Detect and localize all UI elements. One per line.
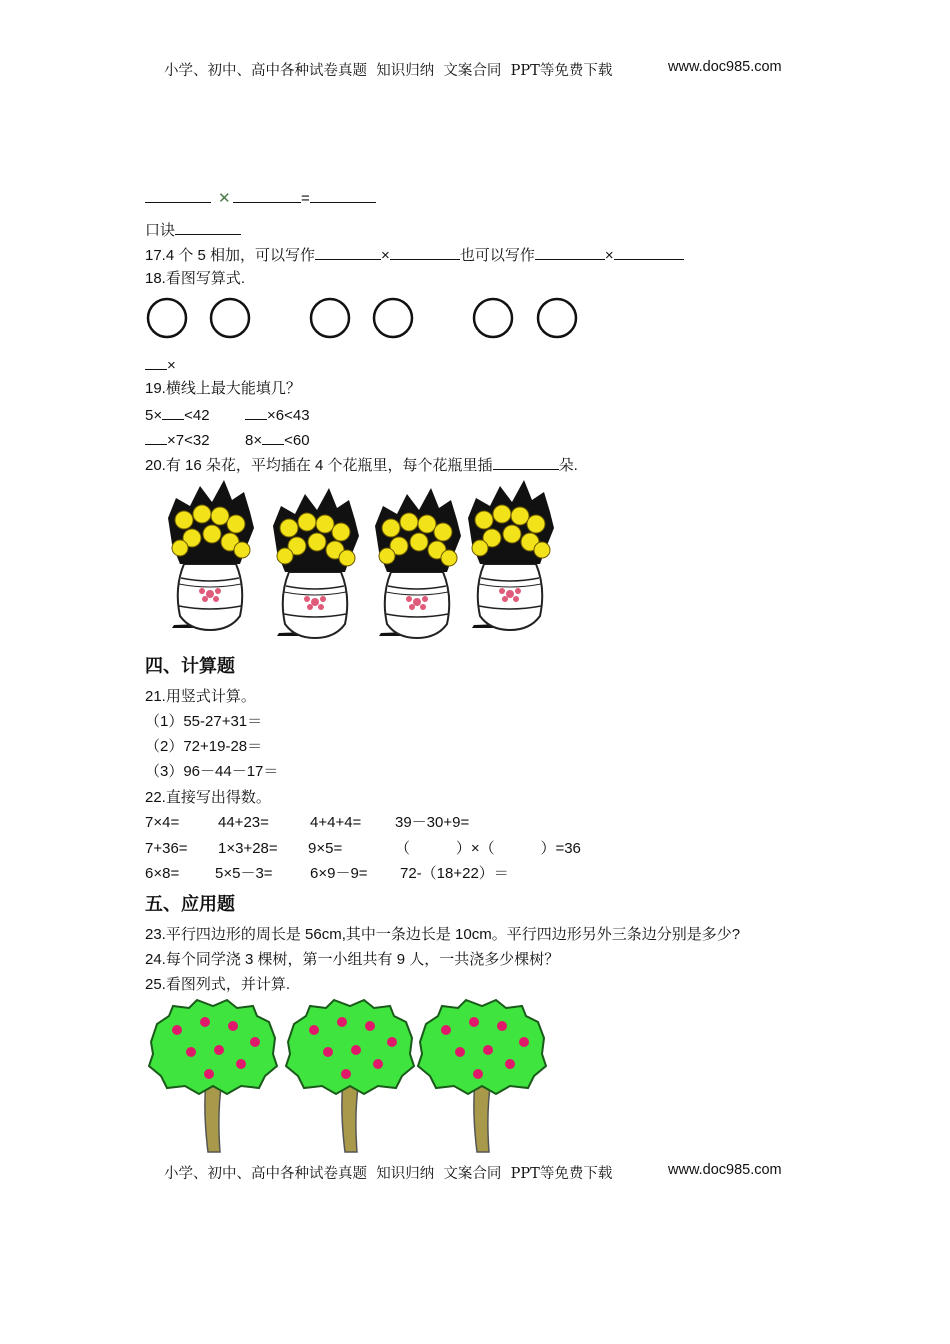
vase-icon (468, 480, 554, 630)
tree-icon (418, 1000, 546, 1152)
q21-item-1: （1）55-27+31＝ (145, 713, 263, 730)
q17-text-2: 也可以写作 (459, 247, 535, 264)
q19-e3-post: ×7<32 (167, 432, 210, 449)
q19-expr-4 (245, 430, 310, 450)
vase-icon (168, 480, 254, 630)
q17-question (145, 245, 684, 265)
q22-r2c1: 7+36= (145, 840, 188, 857)
vase-icon (273, 488, 359, 638)
q18-times: × (167, 357, 176, 374)
q19-expr-1 (145, 405, 210, 425)
q20-text-pre: 20.有 16 朵花，平均插在 4 个花瓶里，每个花瓶里插 (145, 457, 493, 474)
q16-eq-sign: = (301, 190, 310, 207)
circle-icon (374, 299, 412, 337)
q20-question (145, 455, 578, 475)
q19-expr-2 (245, 405, 310, 425)
q22-r1c4: 39－30+9= (395, 814, 470, 831)
q16-blank-2[interactable] (233, 188, 301, 203)
section-4-title: 四、计算题 (145, 656, 235, 676)
q19-e1-post: <42 (184, 407, 210, 424)
footer-site: www.doc985.com (668, 1162, 782, 1178)
q19-blank-2[interactable] (245, 405, 267, 420)
flower-vases-figure (145, 478, 570, 646)
q19-e4-post: <60 (284, 432, 310, 449)
q20-text-post: 朵. (558, 457, 578, 474)
q19-e1-pre: 5× (145, 407, 163, 424)
q19-blank-3[interactable] (145, 430, 167, 445)
q16-koujue-blank[interactable] (175, 220, 241, 235)
q19-blank-4[interactable] (262, 430, 284, 445)
q22-r3c1: 6×8= (145, 865, 180, 882)
q22-r2c3: 9×5= (308, 840, 343, 857)
q22-r2c2: 1×3+28= (218, 840, 278, 857)
q19-e2-post: ×6<43 (267, 407, 310, 424)
q16-blank-3[interactable] (310, 188, 376, 203)
trees-figure (145, 998, 555, 1156)
q21-item-2: （2）72+19-28＝ (145, 738, 263, 755)
q25-title: 25.看图列式，并计算. (145, 976, 291, 993)
section-5-title: 五、应用题 (145, 894, 235, 914)
q16-equation (145, 188, 376, 208)
q20-blank[interactable] (493, 455, 559, 470)
vase-icon (375, 488, 461, 638)
q17-blank-2[interactable] (390, 245, 460, 260)
q18-blank[interactable] (145, 355, 167, 370)
q22-title: 22.直接写出得数。 (145, 789, 271, 806)
q21-item-3: （3）96－44－17＝ (145, 763, 279, 780)
q22-r1c2: 44+23= (218, 814, 269, 831)
q23-text: 23.平行四边形的周长是 56cm,其中一条边长是 10cm。平行四边形另外三条边分别是多少? (145, 926, 741, 943)
q16-koujue-label: 口诀 (145, 222, 176, 239)
q22-r1c1: 7×4= (145, 814, 180, 831)
q16-koujue (145, 220, 241, 240)
q17-blank-1[interactable] (315, 245, 381, 260)
tree-icon (286, 1000, 414, 1152)
circle-icon (311, 299, 349, 337)
footer-banner: 小学、初中、高中各种试卷真题 知识归纳 文案合同 PPT等免费下载 (164, 1166, 613, 1182)
q22-r2c4: （ ）×（ ）=36 (395, 840, 581, 857)
q22-r3c3: 6×9－9= (310, 865, 368, 882)
q22-r3c2: 5×5－3= (215, 865, 273, 882)
q17-text-1: 17.4 个 5 相加，可以写作 (145, 247, 316, 264)
q21-title: 21.用竖式计算。 (145, 688, 256, 705)
header-banner: 小学、初中、高中各种试卷真题 知识归纳 文案合同 PPT等免费下载 (164, 63, 613, 79)
q24-text: 24.每个同学浇 3 棵树，第一小组共有 9 人，一共浇多少棵树？ (145, 951, 560, 968)
circle-icon (474, 299, 512, 337)
q17-blank-3[interactable] (535, 245, 605, 260)
q22-r3c4: 72-（18+22）＝ (400, 865, 509, 882)
times-mark-icon: ✕ (218, 190, 231, 207)
circle-icon (148, 299, 186, 337)
q18-title: 18.看图写算式. (145, 270, 246, 287)
tree-icon (149, 1000, 277, 1152)
q19-e4-pre: 8× (245, 432, 263, 449)
q19-title: 19.横线上最大能填几？ (145, 380, 301, 397)
q17-times-2: × (604, 247, 614, 264)
q18-answer (145, 355, 176, 375)
q16-blank-1[interactable] (145, 188, 211, 203)
q19-expr-3 (145, 430, 210, 450)
q18-circles-figure (140, 292, 590, 348)
circle-icon (211, 299, 249, 337)
q17-blank-4[interactable] (614, 245, 684, 260)
q22-r1c3: 4+4+4= (310, 814, 362, 831)
q19-blank-1[interactable] (162, 405, 184, 420)
header-site: www.doc985.com (668, 59, 782, 75)
q17-times-1: × (381, 247, 390, 264)
circle-icon (538, 299, 576, 337)
